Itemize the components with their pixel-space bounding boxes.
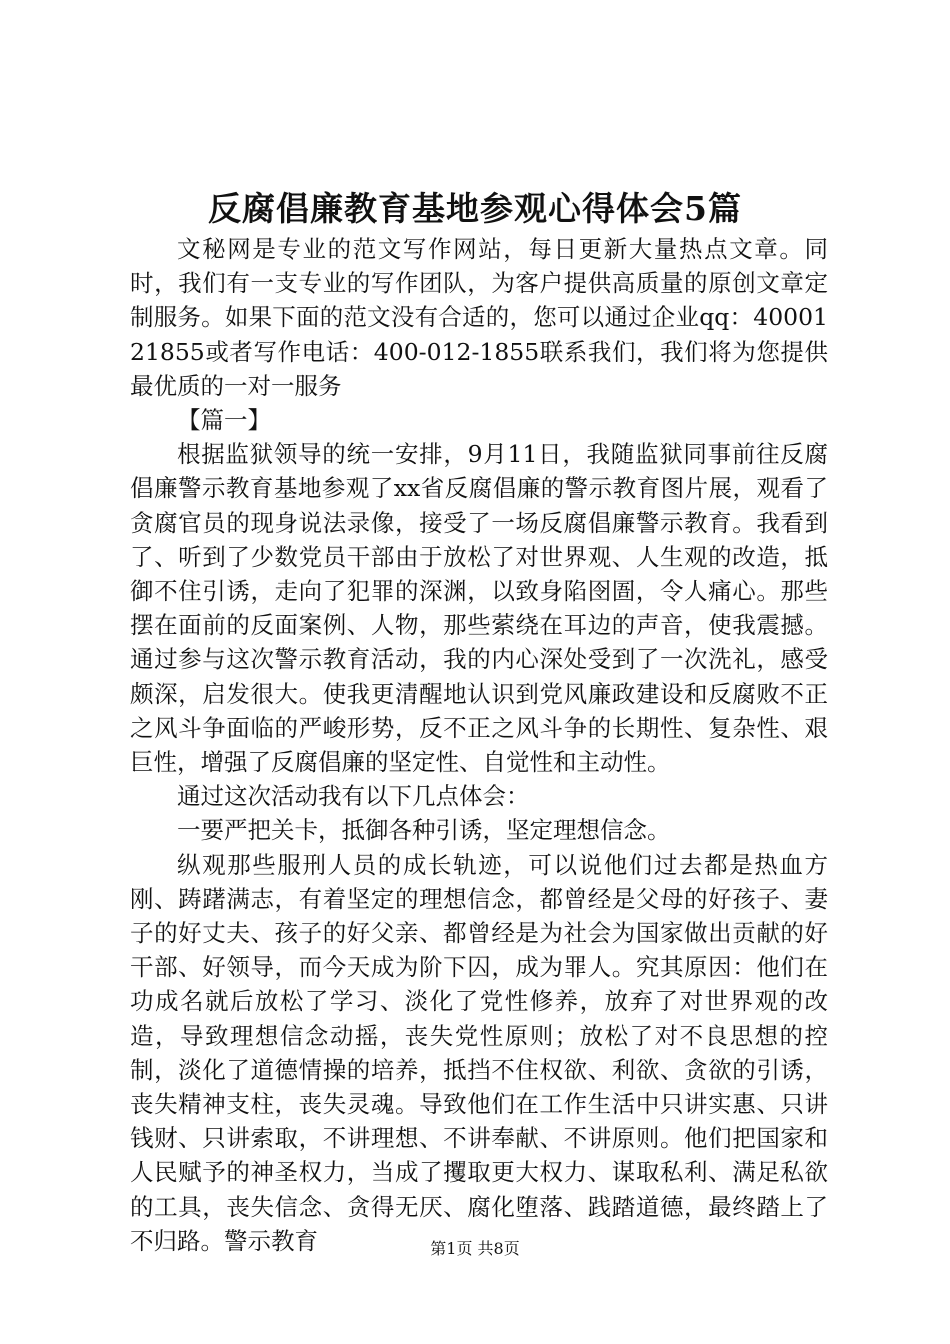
body-paragraph: 纵观那些服刑人员的成长轨迹，可以说他们过去都是热血方刚、踌躇满志，有着坚定的理想信念，都曾经是父母的好孩子、妻子的好丈夫、孩子的好父亲、都曾经是为社会为国家做出贡献的好干部、好领导，而今天成为阶下囚，成为罪人。究其原因：他们在功成名就后放松了学习、淡化了党性修养，放弃了对世界观的改造，导致理想信念动摇，丧失党性原则；放松了对不良思想的控制，淡化了道德情操的培养，抵挡不住权欲、利欲、贪欲的引诱，丧失精神支柱，丧失灵魂。导致他们在工作生活中只讲实惠、只讲钱财、只讲索取，不讲理想、不讲奉献、不讲原则。他们把国家和人民赋予的神圣权力，当成了攫取更大权力、谋取私利、满足私欲的工具，丧失信念、贪得无厌、腐化堕落、践踏道德，最终踏上了不归路。警示教育 (130, 850, 828, 1255)
body-paragraph: 一要严把关卡，抵御各种引诱，坚定理想信念。 (177, 816, 671, 845)
body-paragraph: 通过这次活动我有以下几点体会： (177, 782, 530, 811)
body-paragraph: 根据监狱领导的统一安排，9月11日，我随监狱同事前往反腐倡廉警示教育基地参观了xx省反腐倡廉的警示教育图片展，观看了贪腐官员的现身说法录像，接受了一场反腐倡廉警示教育。我看到了、听到了少数党员干部由于放松了对世界观、人生观的改造，抵御不住引诱，走向了犯罪的深渊，以致身陷囹圄，令人痛心。那些摆在面前的反面案例、人物，那些萦绕在耳边的声音，使我震撼。通过参与这次警示教育活动，我的内心深处受到了一次洗礼，感受颇深，启发很大。使我更清醒地认识到党风廉政建设和反腐败不正之风斗争面临的严峻形势，反不正之风斗争的长期性、复杂性、艰巨性，增强了反腐倡廉的坚定性、自觉性和主动性。 (130, 440, 828, 777)
document-title: 反腐倡廉教育基地参观心得体会5篇 (208, 189, 742, 228)
page-footer: 第1页 共8页 (430, 1239, 520, 1258)
document-body (130, 232, 828, 1258)
intro-paragraph: 文秘网是专业的范文写作网站，每日更新大量热点文章。同时，我们有一支专业的写作团队，为客户提供高质量的原创文章定制服务。如果下面的范文没有合适的，您可以通过企业qq：4000121855或者写作电话：400-012-1855联系我们，我们将为您提供最优质的一对一服务 (130, 235, 828, 400)
section-heading: 【篇一】 (177, 406, 271, 435)
